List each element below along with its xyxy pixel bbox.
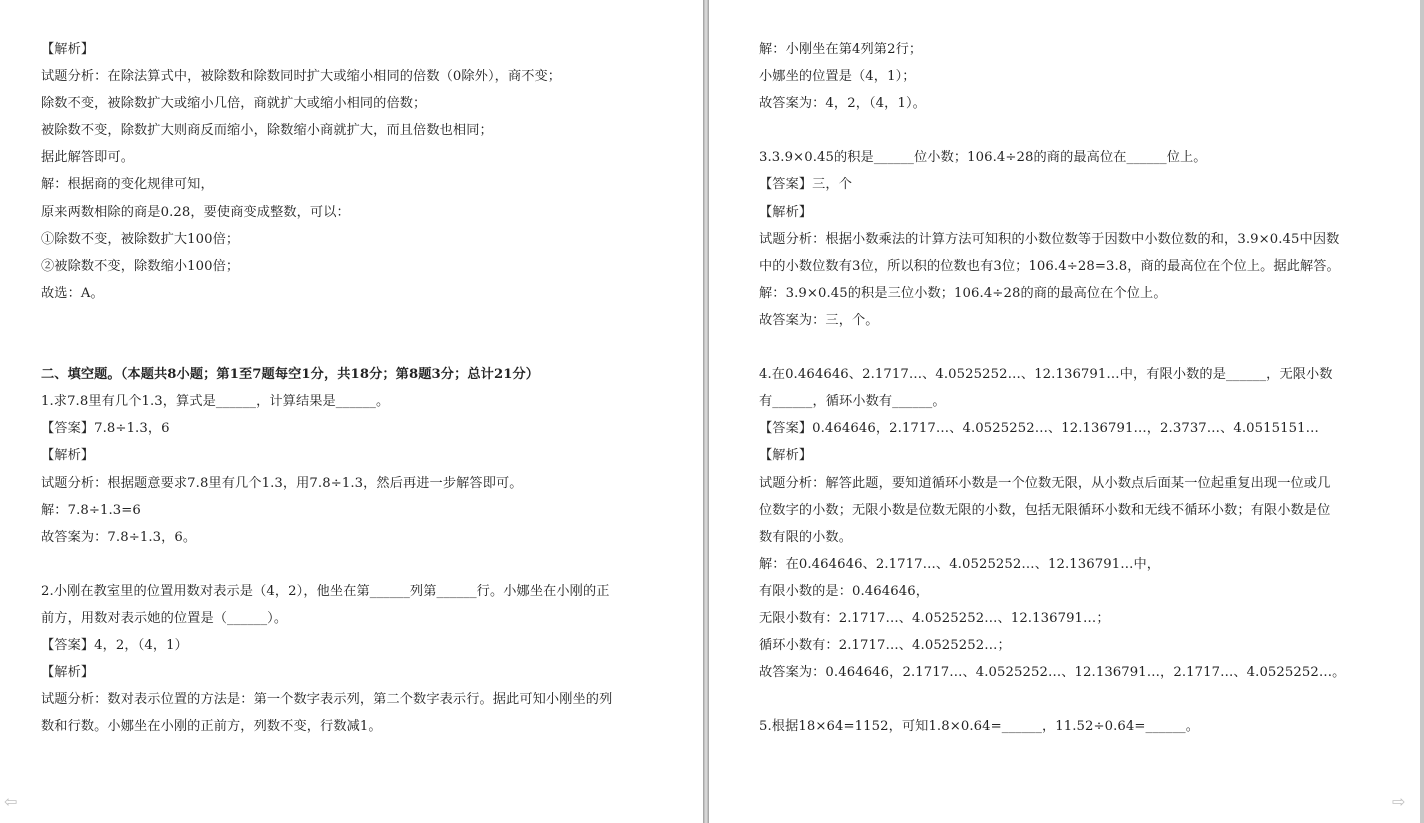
text-line: 【答案】三，个 bbox=[759, 177, 853, 193]
left-page bbox=[0, 0, 703, 823]
text-line: ②被除数不变，除数缩小100倍； bbox=[41, 258, 240, 274]
text-line: 1.求7.8里有几个1.3，算式是______，计算结果是______。 bbox=[41, 394, 390, 410]
text-line: 数和行数。小娜坐在小刚的正前方，列数不变，行数减1。 bbox=[41, 719, 382, 735]
right-page bbox=[709, 0, 1424, 823]
text-line: 原来两数相除的商是0.28，要使商变成整数，可以： bbox=[41, 204, 350, 220]
text-line: 试题分析：数对表示位置的方法是：第一个数字表示列，第二个数字表示行。据此可知小刚坐的列 bbox=[41, 692, 613, 708]
text-line: 解：7.8÷1.3=6 bbox=[41, 502, 141, 518]
text-line: 中的小数位数有3位，所以积的位数也有3位；106.4÷28=3.8，商的最高位在个位上。据此解答。 bbox=[759, 258, 1340, 274]
text-line: 【答案】0.464646，2.1717…、4.0525252…、12.136791…，2.3737…、4.0515151… bbox=[759, 421, 1319, 437]
text-line: 小娜坐的位置是（4，1）； bbox=[759, 69, 916, 85]
text-line: ①除数不变，被除数扩大100倍； bbox=[41, 231, 240, 247]
text-line: 【答案】4，2，（4，1） bbox=[41, 638, 188, 654]
text-line: 无限小数有：2.1717…、4.0525252…、12.136791…； bbox=[759, 610, 1110, 626]
text-line: 故答案为：0.464646，2.1717…、4.0525252…、12.136791…，2.1717…、4.0525252…。 bbox=[759, 665, 1346, 681]
window-edge bbox=[1420, 0, 1424, 823]
blank-line bbox=[41, 551, 661, 578]
text-line: 试题分析：根据题意要求7.8里有几个1.3，用7.8÷1.3，然后再进一步解答即可。 bbox=[41, 475, 523, 491]
text-line: 2.小刚在教室里的位置用数对表示是（4，2），他坐在第______列第______行。小娜坐在小刚的正 bbox=[41, 583, 610, 599]
text-line: 除数不变，被除数扩大或缩小几倍，商就扩大或缩小相同的倍数； bbox=[41, 96, 427, 112]
text-line: 5.根据18×64=1152，可知1.8×0.64=______，11.52÷0.64=______。 bbox=[759, 719, 1199, 735]
text-line: 有限小数的是：0.464646， bbox=[759, 583, 930, 599]
blank-line bbox=[41, 334, 661, 361]
text-line: 循环小数有：2.1717…、4.0525252…； bbox=[759, 638, 1011, 654]
text-line: 据此解答即可。 bbox=[41, 150, 135, 166]
text-line: 试题分析：在除法算式中，被除数和除数同时扩大或缩小相同的倍数（0除外），商不变； bbox=[41, 69, 562, 85]
text-line: 【答案】7.8÷1.3，6 bbox=[41, 421, 170, 437]
text-line: 故答案为：7.8÷1.3，6。 bbox=[41, 529, 197, 545]
text-line: 【解析】 bbox=[41, 448, 95, 464]
text-line: 解：在0.464646、2.1717…、4.0525252…、12.136791…中， bbox=[759, 556, 1161, 572]
previous-page-arrow-icon[interactable]: ⇦ bbox=[4, 792, 18, 811]
text-line: 【解析】 bbox=[759, 448, 813, 464]
blank-line bbox=[759, 686, 1381, 713]
text-line: 故答案为：三，个。 bbox=[759, 312, 879, 328]
text-line: 试题分析：解答此题，要知道循环小数是一个位数无限，从小数点后面某一位起重复出现一位或几 bbox=[759, 475, 1331, 491]
left-page-lines bbox=[41, 36, 661, 740]
text-line: 【解析】 bbox=[41, 42, 95, 57]
text-line: 二、填空题。（本题共8小题；第1至7题每空1分，共18分；第8题3分；总计21分） bbox=[41, 367, 540, 383]
text-line: 解：3.9×0.45的积是三位小数；106.4÷28的商的最高位在个位上。 bbox=[759, 285, 1167, 301]
right-page-lines bbox=[759, 36, 1381, 740]
text-line: 被除数不变，除数扩大则商反而缩小，除数缩小商就扩大，而且倍数也相同； bbox=[41, 123, 493, 139]
text-line: 【解析】 bbox=[41, 665, 95, 681]
text-line: 数有限的小数。 bbox=[759, 529, 853, 545]
text-line: 解：根据商的变化规律可知， bbox=[41, 177, 214, 193]
text-line: 3.3.9×0.45的积是______位小数；106.4÷28的商的最高位在______位上。 bbox=[759, 150, 1207, 166]
blank-line bbox=[759, 334, 1381, 361]
text-line: 前方，用数对表示她的位置是（______）。 bbox=[41, 610, 288, 626]
next-page-arrow-icon[interactable]: ⇨ bbox=[1392, 792, 1406, 811]
text-line: 位数字的小数；无限小数是位数无限的小数，包括无限循环小数和无线不循环小数；有限小数是位 bbox=[759, 502, 1331, 518]
text-line: 故答案为：4，2，（4，1）。 bbox=[759, 96, 926, 112]
text-line: 试题分析：根据小数乘法的计算方法可知积的小数位数等于因数中小数位数的和，3.9×0.45中因数 bbox=[759, 231, 1340, 247]
text-line: 有______，循环小数有______。 bbox=[759, 394, 946, 410]
text-line: 解：小刚坐在第4列第2行； bbox=[759, 42, 923, 57]
blank-line bbox=[41, 307, 661, 334]
text-line: 故选：A。 bbox=[41, 285, 104, 301]
blank-line bbox=[759, 117, 1381, 144]
text-line: 4.在0.464646、2.1717…、4.0525252…、12.136791…中，有限小数的是______，无限小数 bbox=[759, 367, 1333, 383]
text-line: 【解析】 bbox=[759, 204, 813, 220]
